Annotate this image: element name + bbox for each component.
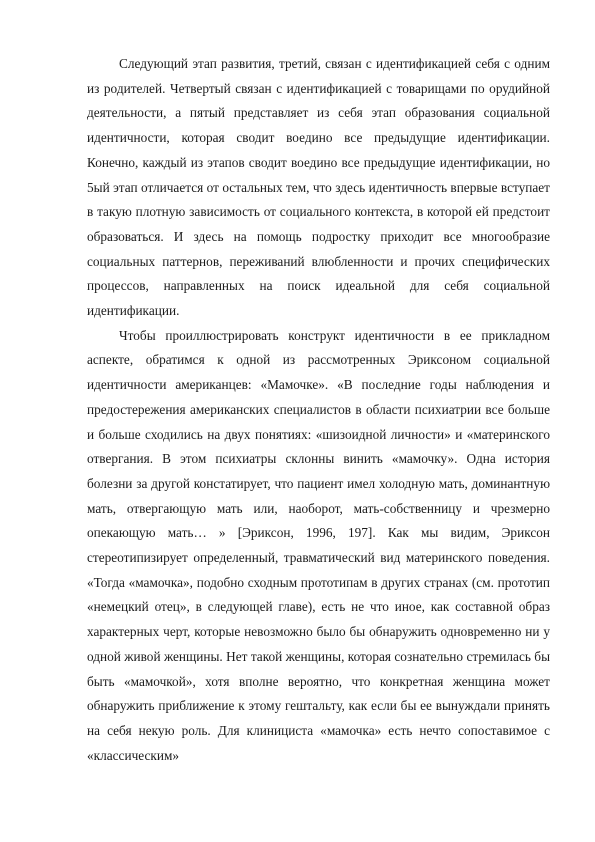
paragraph-2: Чтобы проиллюстрировать конструкт идентичности в ее прикладном аспекте, обратимся к одной из рассмотренных Эриксоном социальной идентичности американцев: «Мамочке». «В последние годы наблюдения и предостережения американских специалистов в области психиатрии все больше и больше сходились на двух понятиях: «шизоидной личности» и «материнского отвергания. В этом психиатры склонны винить «мамочку». Одна история болезни за другой констатирует, что пациент имел холодную мать, доминантную мать, отвергающую мать или, наоборот, мать-собственницу и чрезмерно опекающую мать… » [Эриксон, 1996, 197]. Как мы видим, Эриксон стереотипизирует определенный, травматический вид материнского поведения. «Тогда «мамочка», подобно сходным прототипам в других странах (см. прототип «немецкий отец», в следующей главе), есть не что иное, как составной образ характерных черт, которые невозможно было бы обнаружить одновременно ни у одной живой женщины. Нет такой женщины, которая сознательно стремилась бы быть «мамочкой», хотя вполне вероятно, что конкретная женщина может обнаружить приближение к этому гештальту, как если бы ее вынуждали принять на себя некую роль. Для клинициста «мамочка» есть нечто сопоставимое с «классическим» [87, 327, 550, 763]
paragraph-1: Следующий этап развития, третий, связан с идентификацией себя с одним из родителей. Четвертый связан с идентификацией с товарищами по орудийной деятельности, а пятый представляет из себя этап образования социальной идентичности, которая сводит воедино все предыдущие идентификации. Конечно, каждый из этапов сводит воедино все предыдущие идентификации, но 5ый этап отличается от остальных тем, что здесь идентичность впервые вступает в такую плотную зависимость от социального контекста, в которой ей предстоит образоваться. И здесь на помощь подростку приходит все многообразие социальных паттернов, переживаний влюбленности и прочих специфических процессов, направленных на поиск идеальной для себя социальной идентификации. [87, 56, 550, 319]
document-body [87, 52, 550, 768]
